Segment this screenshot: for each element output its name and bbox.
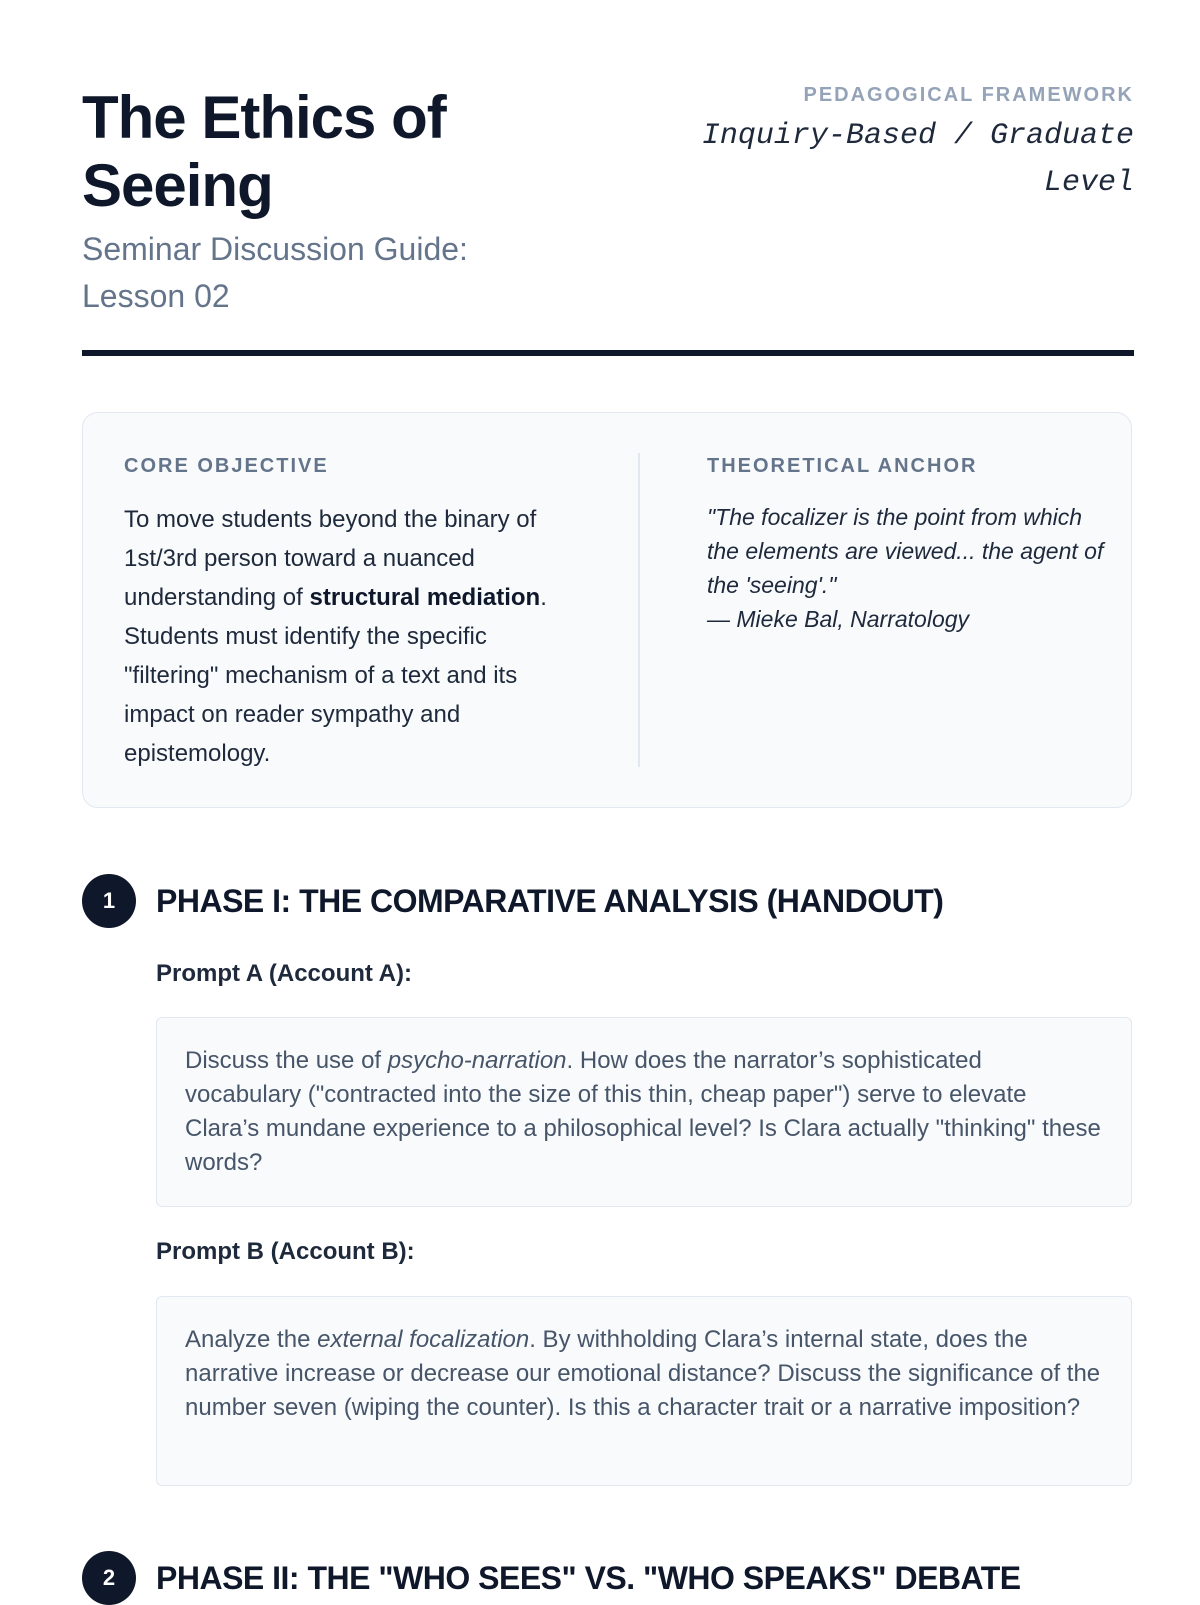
prompt-b-text-start: Analyze the	[185, 1326, 318, 1353]
header-divider	[82, 350, 1134, 356]
prompt-a-text-end: . How does the narrator’s sophisticated vocabulary ("contracted into the size of this thin, cheap paper") serve to elevate Clara’s mundane experience to a philosophical level? Is Clara actually "thinking" these words?	[185, 1047, 1101, 1176]
phase-1-heading	[82, 874, 943, 928]
prompt-b-text-italic: external focalization	[317, 1326, 530, 1353]
prompt-a-text-start: Discuss the use of	[185, 1047, 388, 1074]
anchor-quote	[707, 500, 1107, 636]
title-block	[82, 84, 582, 320]
phase-1-number-badge: 1	[82, 874, 136, 928]
framework-block	[674, 84, 1134, 207]
theoretical-anchor-label: THEORETICAL ANCHOR	[707, 455, 978, 477]
anchor-quote-text: "The focalizer is the point from which the elements are viewed... the agent of the 'seeing'."	[707, 504, 1104, 598]
prompt-b-text-end: . By withholding Clara’s internal state, does the narrative increase or decrease our emotional distance? Discuss the significance of the number seven (wiping the counter). Is this a character trait or a narrative imposition?	[185, 1326, 1101, 1421]
prompt-a-text-italic: psycho-narration	[387, 1047, 567, 1074]
document-header	[82, 84, 1134, 356]
document-subtitle: Seminar Discussion Guide: Lesson 02	[82, 231, 468, 314]
core-objective-label: CORE OBJECTIVE	[124, 455, 329, 477]
phase-2-heading	[82, 1551, 1021, 1605]
theoretical-anchor	[707, 455, 1107, 636]
prompt-b-label: Prompt B (Account B):	[156, 1238, 415, 1265]
objective-text-end: . Students must identify the specific "filtering" mechanism of a text and its impact on reader sympathy and epistemology.	[124, 584, 547, 767]
prompt-a-label: Prompt A (Account A):	[156, 960, 412, 987]
core-objective-text	[124, 500, 584, 773]
document-title: The Ethics of Seeing	[82, 84, 446, 219]
panel-divider	[638, 453, 640, 767]
phase-1-title: PHASE I: THE COMPARATIVE ANALYSIS (HANDOUT)	[156, 882, 944, 919]
phase-2-number-badge: 2	[82, 1551, 136, 1605]
objective-panel	[82, 412, 1132, 808]
anchor-attribution: — Mieke Bal, Narratology	[707, 606, 970, 632]
framework-value: Inquiry-Based / Graduate Level	[701, 119, 1134, 200]
phase-2-title: PHASE II: THE "WHO SEES" VS. "WHO SPEAKS" DEBATE	[156, 1559, 1021, 1596]
framework-label: PEDAGOGICAL FRAMEWORK	[803, 84, 1134, 106]
objective-text-bold: structural mediation	[309, 584, 541, 611]
prompt-a-box	[156, 1017, 1132, 1207]
objective-text-start: To move students beyond the binary of 1st/3rd person toward a nuanced understanding of	[124, 506, 537, 611]
prompt-b-box	[156, 1296, 1132, 1486]
core-objective	[124, 455, 584, 773]
